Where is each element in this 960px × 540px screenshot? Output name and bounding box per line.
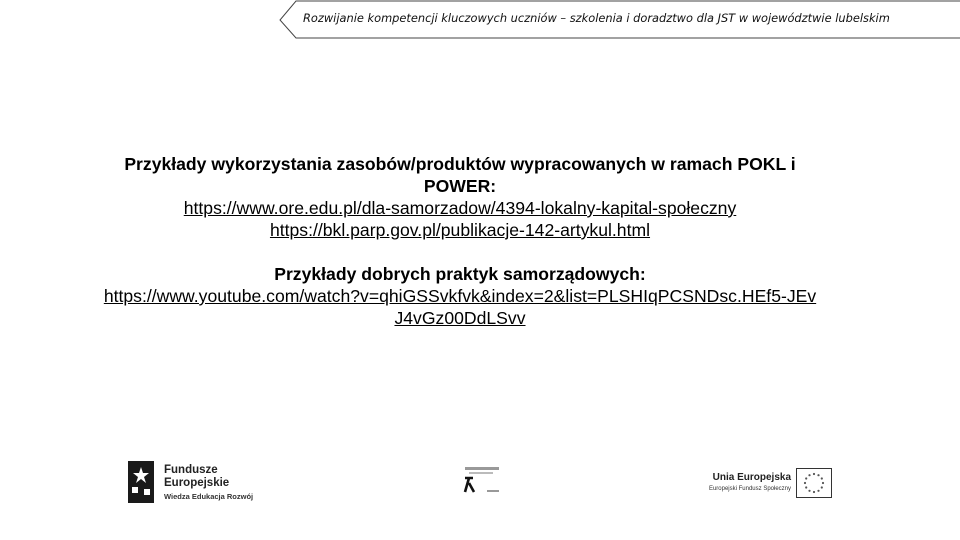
fe-subtitle: Wiedza Edukacja Rozwój bbox=[164, 492, 254, 501]
fe-line2: Europejskie bbox=[164, 476, 230, 489]
header-banner bbox=[0, 0, 960, 40]
header-title: Rozwijanie kompetencji kluczowych uczniów – szkolenia i doradztwo dla JST w województwie lubelskim bbox=[303, 11, 890, 25]
spacer bbox=[90, 241, 830, 263]
fundusze-europejskie-star-icon bbox=[126, 459, 158, 505]
fundusze-europejskie-logo bbox=[126, 459, 266, 507]
heading-resources: Przykłady wykorzystania zasobów/produktów wypracowanych w ramach POKL i POWER: bbox=[124, 154, 796, 196]
fe-line1: Fundusze bbox=[164, 464, 218, 476]
regional-logo-icon bbox=[455, 463, 505, 497]
main-content bbox=[90, 153, 830, 329]
heading-good-practices: Przykłady dobrych praktyk samorządowych: bbox=[274, 264, 646, 284]
ue-subtitle: Europejski Fundusz Społeczny bbox=[708, 486, 791, 492]
link-bkl-parp[interactable]: https://bkl.parp.gov.pl/publikacje-142-artykul.html bbox=[269, 220, 651, 240]
link-youtube[interactable]: https://www.youtube.com/watch?v=qhiGSSvkfvk&index=2&list=PLSHIqPCSNDsc.HEf5-JEvJ4vGz00DdLSvv bbox=[103, 286, 817, 328]
link-ore[interactable]: https://www.ore.edu.pl/dla-samorzadow/4394-lokalny-kapital-społeczny bbox=[183, 198, 737, 218]
regional-logo bbox=[455, 463, 505, 497]
fe-logo-text bbox=[164, 464, 229, 489]
eu-flag-icon bbox=[796, 468, 832, 498]
unia-europejska-logo bbox=[686, 467, 834, 499]
ue-title: Unia Europejska bbox=[712, 472, 791, 483]
